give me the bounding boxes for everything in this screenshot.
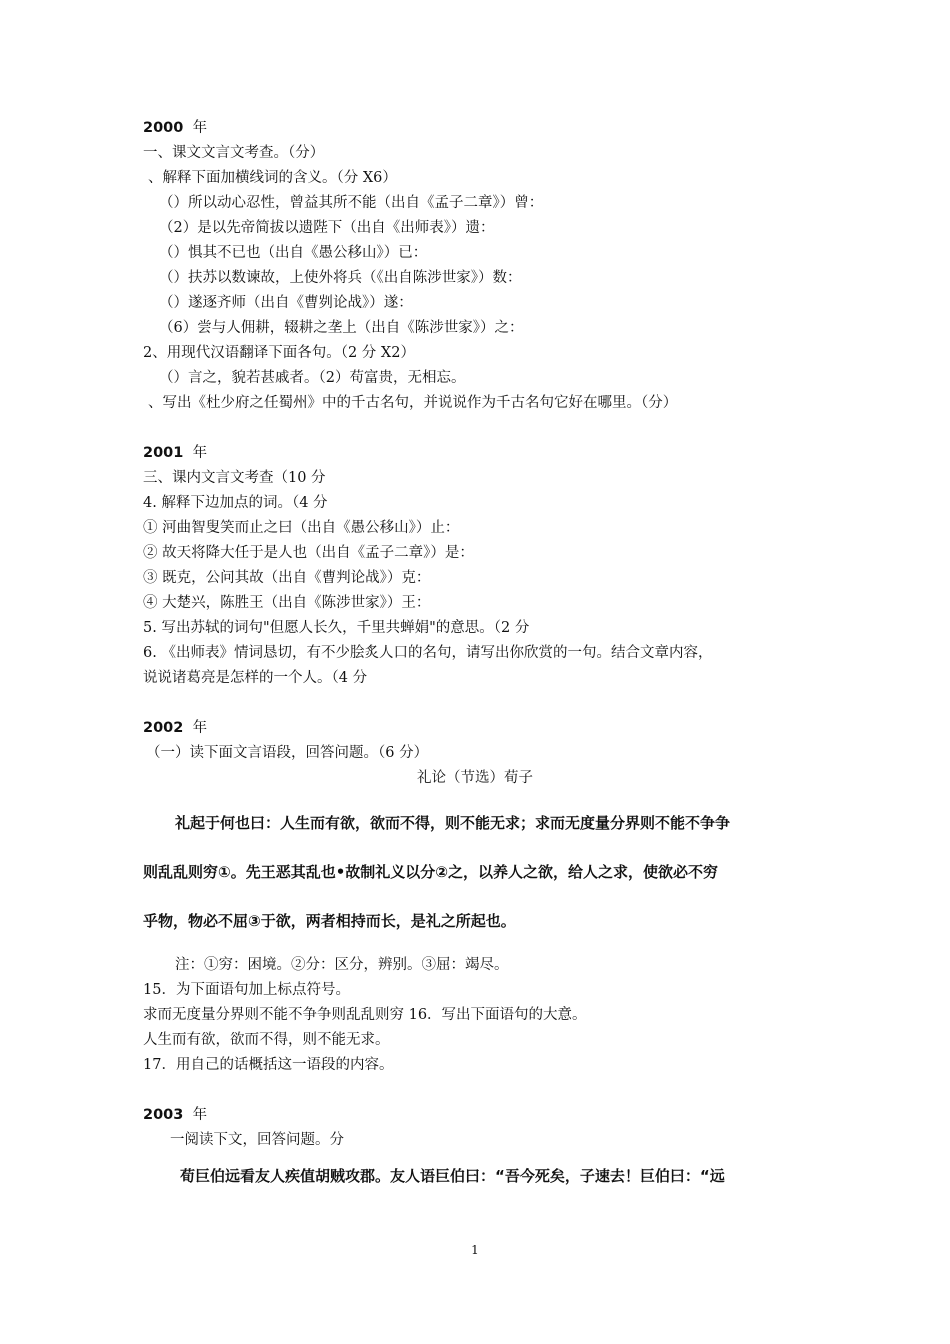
question-line: 2、用现代汉语翻译下面各句。（2 分 X2） <box>143 345 415 361</box>
year-heading-2002 <box>143 718 207 738</box>
year-number: 2003 <box>143 1107 184 1123</box>
passage-line: 乎物，物必不屈③于欲，两者相持而长，是礼之所起也。 <box>143 912 516 930</box>
question-line: （）扶苏以数谏故，上使外将兵（《出自陈涉世家》）数： <box>159 270 522 286</box>
passage-note: 注：①穷：困境。②分：区分，辨别。③屈：竭尽。 <box>175 957 509 973</box>
question-line: 5. 写出苏轼的词句"但愿人长久，千里共蝉娟"的意思。（2 分 <box>143 620 530 636</box>
passage-intro: 一阅读下文，回答问题。分 <box>170 1132 344 1148</box>
passage-line: 荀巨伯远看友人疾值胡贼攻郡。友人语巨伯曰：“吾今死矣，子速去！巨伯曰：“远 <box>180 1167 725 1185</box>
question-line: 、写出《杜少府之任蜀州》中的千古名句，并说说作为千古名句它好在哪里。（分） <box>148 395 678 411</box>
question-line: （）遂逐齐师（出自《曹刿论战》）遂： <box>159 295 413 311</box>
year-heading-2000 <box>143 118 207 138</box>
year-char: 年 <box>192 1107 208 1123</box>
question-line: ① 河曲智叟笑而止之曰（出自《愚公移山》）止： <box>143 520 460 536</box>
question-line: 求而无度量分界则不能不争争则乱乱则穷 16．写出下面语句的大意。 <box>143 1007 587 1023</box>
year-number: 2002 <box>143 720 184 736</box>
question-line: ④ 大楚兴，陈胜王（出自《陈涉世家》）王： <box>143 595 431 611</box>
page-number: 1 <box>471 1243 479 1257</box>
year-heading-2003 <box>143 1105 207 1125</box>
question-line: （）所以动心忍性，曾益其所不能（出自《孟子二章》）曾： <box>159 195 544 211</box>
question-line: 17．用自己的话概括这一语段的内容。 <box>143 1057 394 1073</box>
question-line: 4. 解释下边加点的词。（4 分 <box>143 495 328 511</box>
passage-line: 则乱乱则穷①。先王恶其乱也•故制礼义以分②之，以养人之欲，给人之求，使欲必不穷 <box>143 863 718 881</box>
question-line: （）惧其不已也（出自《愚公移山》）已： <box>159 245 428 261</box>
year-char: 年 <box>192 120 208 136</box>
question-line: 人生而有欲，欲而不得，则不能无求。 <box>143 1032 390 1048</box>
question-line: 15．为下面语句加上标点符号。 <box>143 982 350 998</box>
year-heading-2001 <box>143 443 207 463</box>
question-line: （6）尝与人佣耕，辍耕之垄上（出自《陈涉世家》）之： <box>159 320 524 336</box>
question-line: （）言之，貌若甚戚者。（2）苟富贵，无相忘。 <box>159 370 466 386</box>
section-heading: 三、课内文言文考查（10 分 <box>143 470 326 486</box>
question-line: 6. 《出师表》情词恳切，有不少脍炙人口的名句，请写出你欣赏的一句。结合文章内容， <box>143 645 713 661</box>
year-char: 年 <box>192 445 208 461</box>
year-char: 年 <box>192 720 208 736</box>
passage-title: 礼论（节选）荀子 <box>417 770 533 786</box>
question-line: 说说诸葛亮是怎样的一个人。（4 分 <box>143 670 368 686</box>
question-line: （2）是以先帝简拔以遗陛下（出自《出师表》）遗： <box>159 220 495 236</box>
passage-line: 礼起于何也曰：人生而有欲，欲而不得，则不能无求；求而无度量分界则不能不争争 <box>175 814 731 832</box>
question-line: ③ 既克，公问其故（出自《曹判论战》）克： <box>143 570 431 586</box>
section-heading: 一、课文文言文考查。（分） <box>143 145 325 161</box>
passage-intro: （一）读下面文言语段，回答问题。（6 分） <box>146 745 429 761</box>
question-line: ② 故天将降大任于是人也（出自《孟子二章》）是： <box>143 545 474 561</box>
year-number: 2001 <box>143 445 184 461</box>
question-line: 、解释下面加横线词的含义。（分 X6） <box>148 170 397 186</box>
year-number: 2000 <box>143 120 184 136</box>
